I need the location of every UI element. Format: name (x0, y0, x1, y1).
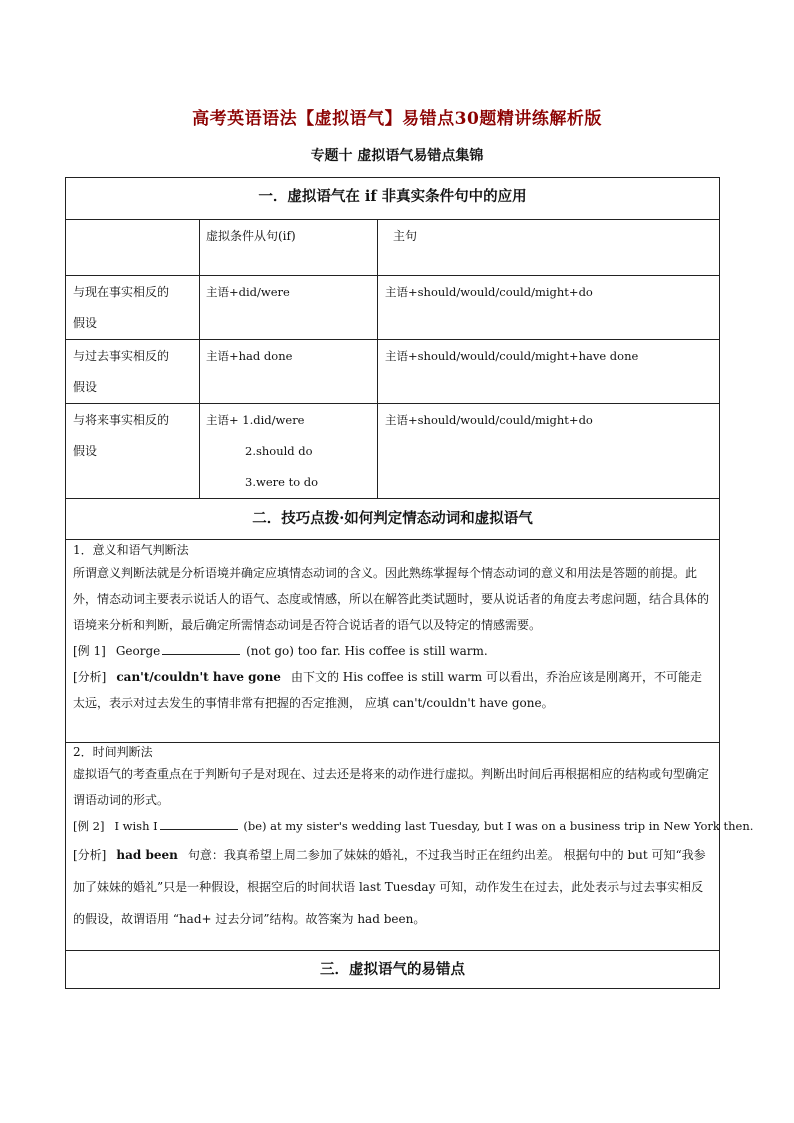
section3-heading: 三．虚拟语气的易错点 (320, 961, 465, 978)
answer-blank (160, 816, 238, 830)
col-header-if: 虚拟条件从句(if) (206, 229, 296, 243)
row1-main-clause: 主语+should/would/could/might+do (385, 285, 593, 299)
row2-main-clause: 主语+should/would/could/might+have done (385, 349, 639, 363)
row3-if-clause-2: 2.should do (245, 444, 313, 458)
part2-text: 虚拟语气的考查重点在于判断句子是对现在、过去还是将来的动作进行虚拟。判断出时间后再根据相应的结构或句型确定谓语动词的形式。 (73, 767, 710, 807)
row3-if-clause-3: 3.were to do (245, 475, 319, 489)
row3-label-line1: 与将来事实相反的 (73, 413, 170, 427)
example2-label: [例 2] (73, 819, 105, 833)
row2-if-clause: 主语+had done (206, 349, 293, 363)
example1-post: (not go) too far. His coffee is still warm. (246, 644, 488, 658)
section2-part1 (73, 540, 713, 716)
analysis1-label: [分析] (73, 670, 107, 684)
analysis2-answer: had been (116, 848, 178, 862)
example1-pre: George (115, 644, 161, 658)
section1-heading: 一．虚拟语气在 if 非真实条件句中的应用 (258, 188, 527, 205)
section2-part2 (73, 743, 754, 935)
col-header-main: 主句 (393, 229, 418, 243)
section2-heading: 二．技巧点拨·如何判定情态动词和虚拟语气 (252, 510, 533, 527)
example2 (73, 813, 754, 839)
analysis2-text: 句意：我真希望上周二参加了妹妹的婚礼，不过我当时正在纽约出差。 根据句中的 but 可知“我参加了妹妹的婚礼”只是一种假设，根据空后的时间状语 last Tuesday 可知，动作发生在过去，此处表示与过去事实相反的假设，故谓语用 “had+ 过去分词”结构。故答案为 had been。 (73, 848, 706, 926)
example2-post: (be) at my sister's wedding last Tuesday, but I was on a business trip in New York then. (243, 819, 754, 833)
example1 (73, 638, 713, 664)
part2-title: 2．时间判断法 (73, 745, 153, 759)
analysis2 (73, 839, 713, 935)
row1-label-line1: 与现在事实相反的 (73, 285, 170, 299)
part1-text: 所谓意义判断法就是分析语境并确定应填情态动词的含义。因此熟练掌握每个情态动词的意义和用法是答题的前提。此外，情态动词主要表示说话人的语气、态度或情感，所以在解答此类试题时，要从说话者的角度去考虑问题，结合具体的语境来分析和判断，最后确定所需情态动词是否符合说话者的语气以及特定的情感需要。 (73, 566, 710, 632)
part1-title: 1．意义和语气判断法 (73, 543, 189, 557)
row3-main-clause: 主语+should/would/could/might+do (385, 413, 593, 427)
example1-label: [例 1] (73, 644, 106, 658)
analysis1-text: 由下文的 His coffee is still warm 可以看出，乔治应该是刚离开，不可能走太远，表示对过去发生的事情非常有把握的否定推测， 应填 can't/couldn't have gone。 (73, 670, 702, 710)
answer-blank (162, 641, 240, 655)
row2-label-line1: 与过去事实相反的 (73, 349, 170, 363)
document-title: 高考英语语法【虚拟语气】易错点30题精讲练解析版 (192, 109, 602, 129)
analysis2-label: [分析] (73, 848, 107, 862)
row3-label-line2: 假设 (73, 444, 98, 458)
row1-label-line2: 假设 (73, 316, 98, 330)
content-table (65, 177, 754, 989)
analysis1-answer: can't/couldn't have gone (116, 670, 281, 684)
row2-label-line2: 假设 (73, 380, 98, 394)
example2-pre: I wish I (114, 819, 158, 833)
document-subtitle: 专题十 虚拟语气易错点集锦 (310, 148, 484, 164)
row3-if-clause-1: 主语+ 1.did/were (206, 413, 305, 427)
analysis1 (73, 664, 713, 716)
row1-if-clause: 主语+did/were (206, 285, 290, 299)
